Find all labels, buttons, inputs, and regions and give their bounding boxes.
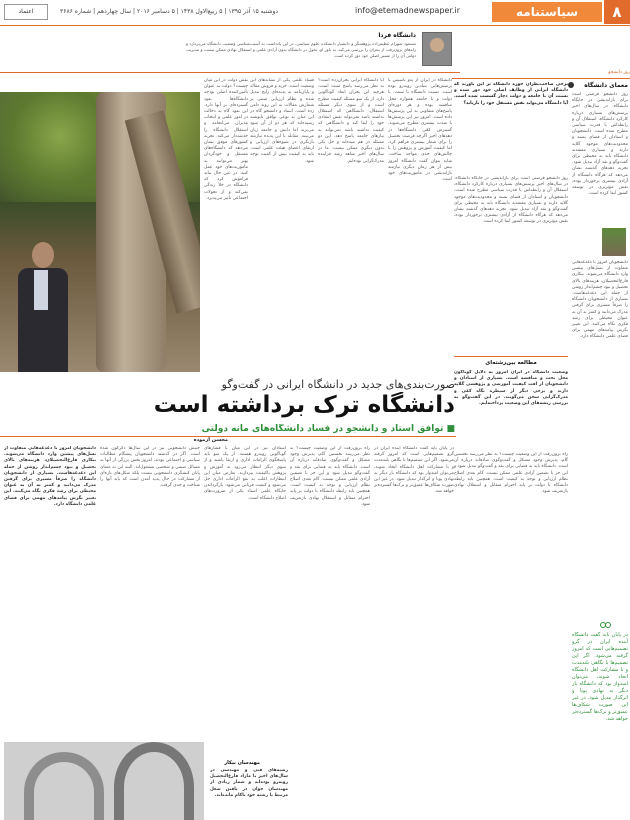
box-divider: [454, 356, 568, 357]
sidebar-lead: برخی صاحب‌نظران حوزه دانشگاه بر این باورند که دانشگاه ایرانی از وظایف اصلی خود دور شده و نسبت آن با جامعه و دولت دچار گسست شده است. آیا دانشگاه می‌تواند نقش مستقل خود را بازیابد؟: [454, 82, 568, 106]
interviewee-photo: [0, 92, 200, 372]
article-subhead: [0, 424, 455, 434]
pull-quote: در پایان باید گفت دانشگاه آینده ایران در گرو تصمیم‌هایی است که امروز گرفته می‌شود. اگر این تصمیم‌ها با نگاهی بلندمدت و با مشارکت اهل دانشگاه اتخاذ شوند، می‌توان امیدوار بود که دانشگاه بار دیگر به نهادی پویا و اثرگذار تبدیل شود. در غیر این صورت شکاف‌ها عمیق‌تر و ترک‌ها گسترده‌تر خواهد شد.: [572, 632, 628, 722]
bottom-caption-title: مهندسان بیکار: [224, 760, 260, 766]
sidebar-headline: معمای دانشگاه: [584, 82, 628, 89]
lower-column-3: استادان نیز در این میان با فشارهای گوناگونی روبه‌رو هستند. از یک سو باید پاسخگوی الزامات اداری و ارتقا باشند و از سوی دیگر انتظار می‌رود به آموزش و پژوهش باکیفیت بپردازند. تعارض میان این انتظارات اغلب به نفع الزامات اداری حل می‌شود و کیفیت قربانی می‌شود. بازگرداندن جایگاه علمی استاد یکی از ضرورت‌های اصلاح دانشگاه است.: [204, 446, 286, 501]
article-column-3: فساد علمی یکی از نشانه‌های این وضعیت است. خرید و فروش مقاله و پایان‌نامه به پدیده‌ای رایج تبدیل شده و نظام ارزیابی مبتنی بر شمارش مقالات به این روند دامن زده است. استاد و دانشجو گاه در این میان به نوعی توافق نانوشته رسیده‌اند که هر دو از آن سود می‌برند اما دانش و جامعه زیان می‌بیند. مقابله با این پدیده نیازمند بازنگری در شیوه‌های ارزیابی و ارتقای اعضای هیئت علمی است. باید به کیفیت بیش از کمیت توجه شود.: [250, 78, 314, 164]
subhead-text: توافق استاد و دانشجو در فساد دانشگاه‌های مانه دولتی: [201, 424, 444, 434]
article-headline: دانشگاه ترک برداشته است: [153, 392, 455, 418]
sidebar-column-1: روز دانشجو فرصتی است برای بازاندیشی در جایگاه دانشگاه. در سال‌های اخیر پرسش‌های بسیاری درباره کارکرد دانشگاه، استقلال آن و رابطه‌اش با قدرت سیاسی مطرح شده است. دانشجویان و استادان از فضای بسته و محدودیت‌های موجود گلایه دارند و بسیاری معتقدند دانشگاه باید به محیطی برای گفت‌وگو و نقد آزاد تبدیل شود. تجربه دهه‌های گذشته نشان می‌دهد که هرگاه دانشگاه از آزادی بیشتری برخوردار بوده، نقش مؤثرتری در توسعه کشور ایفا کرده است.: [572, 92, 628, 197]
page-number: ۸: [604, 0, 630, 24]
university-arch-photo: [4, 742, 204, 820]
dateline: دوشنبه ۱۵ آذر ۱۳۹۵ | ۵ ربیع‌الاول ۱۴۳۸ | ۵ دسامبر ۲۰۱۶ | سال چهاردهم | شماره ۳۶۸۶: [60, 8, 279, 15]
sidebar-column-3: دانشجویان امروز با دغدغه‌هایی متفاوت از نسل‌های پیشین وارد دانشگاه می‌شوند. بیکاری فارغ‌التحصیلان، هزینه‌های بالای تحصیل و نبود چشم‌انداز روشن از جمله این دغدغه‌هاست. بسیاری از دانشجویان دانشگاه را صرفاً مسیری برای گرفتن مدرک می‌دانند و کمتر به آن به عنوان محیطی برای رشد فکری نگاه می‌کنند. این تغییر نگرش پیامدهای مهمی برای فضای علمی دانشگاه دارد.: [572, 260, 628, 340]
bullet-icon: ■: [443, 424, 455, 434]
sidebar-label: روز دانشجو: [608, 70, 630, 75]
article-column-2: آیا دانشگاه ایرانی بحران‌زده است؟ به نظر می‌رسد پاسخ مثبت است، هرچند این بحران ابعاد گوناگونی دارد. از یک سو مسئله کیفیت مطرح است و از سوی دیگر مسئله استقلال. دانشگاهی که استقلال نداشته باشد نمی‌تواند نقش انتقادی خود را ایفا کند و دانشگاهی که کیفیت نداشته باشد نمی‌تواند به نیازهای جامعه پاسخ دهد. این دو مسئله در هم تنیده‌اند و حل یکی بدون دیگری ممکن نیست. ما در سال‌های اخیر شاهد رشد فزاینده مدرک‌گرایی بوده‌ایم.: [318, 78, 384, 164]
author-name: دانشگاه فردا: [378, 32, 416, 39]
section-title: سیاستنامه: [492, 2, 602, 22]
sidebar-thumbnail: [602, 228, 626, 256]
headline-divider: [0, 436, 456, 437]
right-box-title: مطالعه بین‌رشته‌ای: [485, 360, 537, 366]
sidebar-divider: [452, 78, 630, 79]
lower-column-1: دانشجویان امروز با دغدغه‌هایی متفاوت از نسل‌های پیشین وارد دانشگاه می‌شوند. بیکاری فارغ‌التحصیلان، هزینه‌های بالای تحصیل و نبود چشم‌انداز روشن از جمله این دغدغه‌هاست. بسیاری از دانشجویان دانشگاه را صرفاً مسیری برای گرفتن مدرک می‌دانند و کمتر به آن به عنوان محیطی برای رشد فکری نگاه می‌کنند. این تغییر نگرش پیامدهای مهمی برای فضای علمی دانشگاه دارد.: [4, 446, 96, 507]
lower-column-2: جنبش دانشجویی نیز در این سال‌ها دگرگون شده است. اگر در گذشته دانشجویان پیشگام مطالبات سیاسی و اجتماعی بودند، امروز بخش بزرگی از آنها به مسائل صنفی و شخصی مشغول‌اند. البته این به معنای پایان کنشگری دانشجویی نیست بلکه شکل‌های تازه‌ای از مشارکت در حال پدید آمدن است که باید آنها را شناخت و جدی گرفت.: [100, 446, 200, 489]
photo-person: [14, 242, 72, 372]
arch-right: [114, 742, 194, 820]
author-photo-face: [430, 38, 444, 52]
person-shirt: [34, 270, 48, 310]
article-column-4: نقش دولت در این میان چیست؟ دولت به عنوان تأمین‌کننده اصلی بودجه دانشگاه‌ها نفوذ گسترده‌ای بر آنها دارد. این نفوذ گاه به دخالت در امور علمی و انتخاب مدیران می‌انجامد و استقلال دانشگاه را خدشه‌دار می‌کند. تجربه کشورهای موفق نشان می‌دهد که دانشگاه‌های مستقل و خودگردان بهتر می‌توانند به مأموریت‌های خود عمل کنند. در عین حال نباید فراموش کرد که دانشگاه در خلأ زندگی نمی‌کند و از تحولات اجتماعی تأثیر می‌پذیرد.: [204, 78, 248, 201]
sidebar-column-2: روز دانشجو فرصتی است برای بازاندیشی در جایگاه دانشگاه. در سال‌های اخیر پرسش‌های بسیاری درباره کارکرد دانشگاه، استقلال آن و رابطه‌اش با قدرت سیاسی مطرح شده است. دانشجویان و استادان از فضای بسته و محدودیت‌های موجود گلایه دارند و بسیاری معتقدند دانشگاه باید به محیطی برای گفت‌وگو و نقد آزاد تبدیل شود. تجربه دهه‌های گذشته نشان می‌دهد که هرگاه دانشگاه از آزادی بیشتری برخوردار بوده، نقش مؤثرتری در توسعه کشور ایفا کرده است.: [454, 176, 568, 225]
divider: [0, 72, 460, 73]
person-head: [32, 242, 54, 268]
author-box: [180, 30, 460, 70]
header-email[interactable]: info@etemadnewspaper.ir: [355, 6, 461, 15]
right-box-body: راه برون‌رفت از این وضعیت چیست؟ به نظر می‌رسد نخستین گام، پذیرش وجود مشکل و گفت‌وگوی صادقانه درباره آن است. دانشگاه باید به فضایی برای نقد و گفت‌وگو تبدیل شود و این جز با تضمین آزادی علمی ممکن نیست. گام بعدی اصلاح نظام ارزیابی و توجه به کیفیت است. همچنین باید رابطه دانشگاه با دولت بر پایه احترام متقابل و استقلال نهادی بازتعریف شود.: [454, 452, 568, 495]
bottom-caption-text: رشته‌های فنی و مهندسی در سال‌های اخیر با مازاد فارغ‌التحصیل روبه‌رو بوده‌اند و شمار زیادی از مهندسان جوان در یافتن شغل مرتبط با رشته خود ناکام مانده‌اند.: [210, 768, 288, 798]
lower-column-4: راه برون‌رفت از این وضعیت چیست؟ به نظر می‌رسد نخستین گام، پذیرش وجود مشکل و گفت‌وگوی صادقانه درباره آن است. دانشگاه باید به فضایی برای نقد و گفت‌وگو تبدیل شود و این جز با تضمین آزادی علمی ممکن نیست. گام بعدی اصلاح نظام ارزیابی و توجه به کیفیت است. همچنین باید رابطه دانشگاه با دولت بر پایه احترام متقابل و استقلال نهادی بازتعریف شود.: [290, 446, 370, 507]
quote-rings-icon: [600, 622, 612, 630]
article-kicker: صورت‌بندی‌های جدید در دانشگاه ایرانی در گفت‌وگو: [221, 378, 455, 391]
article-column-1: دانشگاه در ایران از بدو تأسیس با پرسش‌هایی بنیادین روبه‌رو بوده است. نسبت دانشگاه با سنت، با دولت و با جامعه همواره محل مناقشه بوده و هر دوره‌ای پاسخ‌های متفاوتی به این پرسش‌ها داده است. امروز نیز این پرسش‌ها با شدت بیشتری مطرح می‌شوند. گسترش کمّی دانشگاه‌ها در دهه‌های اخیر اگرچه فرصت تحصیل را برای شمار بیشتری فراهم کرد، اما کیفیت آموزش و پژوهش را با چالش‌های جدی مواجه ساخت. شاید بتوان گفت دانشگاه امروز بیش از هر زمان دیگری نیازمند بازاندیشی در مأموریت‌های خود است.: [388, 78, 452, 183]
newspaper-logo: اعتماد: [4, 4, 48, 20]
lower-column-5: در پایان باید گفت دانشگاه آینده ایران در گرو تصمیم‌هایی است که امروز گرفته می‌شود. اگر این تصمیم‌ها با نگاهی بلندمدت و با مشارکت اهل دانشگاه اتخاذ شوند، می‌توان امیدوار بود که دانشگاه بار دیگر به نهادی پویا و اثرگذار تبدیل شود. در غیر این صورت شکاف‌ها عمیق‌تر و ترک‌ها گسترده‌تر خواهد شد.: [374, 446, 454, 495]
author-bio: مسعود شهرام عظیم‌زاده پژوهشگر و دانشیار دانشکده علوم سیاسی، در این یادداشت به آسیب‌شناسی وضعیت دانشگاه می‌پردازد و راه‌های برون‌رفت از بحران را بررسی می‌کند. به باور او، تحول در دانشگاه بدون آزادی علمی و استقلال نهادی ممکن نیست و مدیریت دولتی آن را از مسیر اصلی خود دور کرده است.: [186, 41, 416, 58]
arch-left: [24, 752, 104, 820]
right-box-lead: وضعیت دانشگاه در ایران امروز به دلایل گوناگون محل بحث و مناقشه است. بسیاری از استادان و دانشجویان از افت کیفیت آموزشی و پژوهشی گلایه دارند و برخی دیگر از سیطره نگاه کمّی و مدرک‌گرایی سخن می‌گویند. در این گفت‌وگو به بررسی ریشه‌های این وضعیت پرداخته‌ایم.: [454, 370, 568, 407]
article-byline: محسن آزموده: [193, 437, 228, 443]
